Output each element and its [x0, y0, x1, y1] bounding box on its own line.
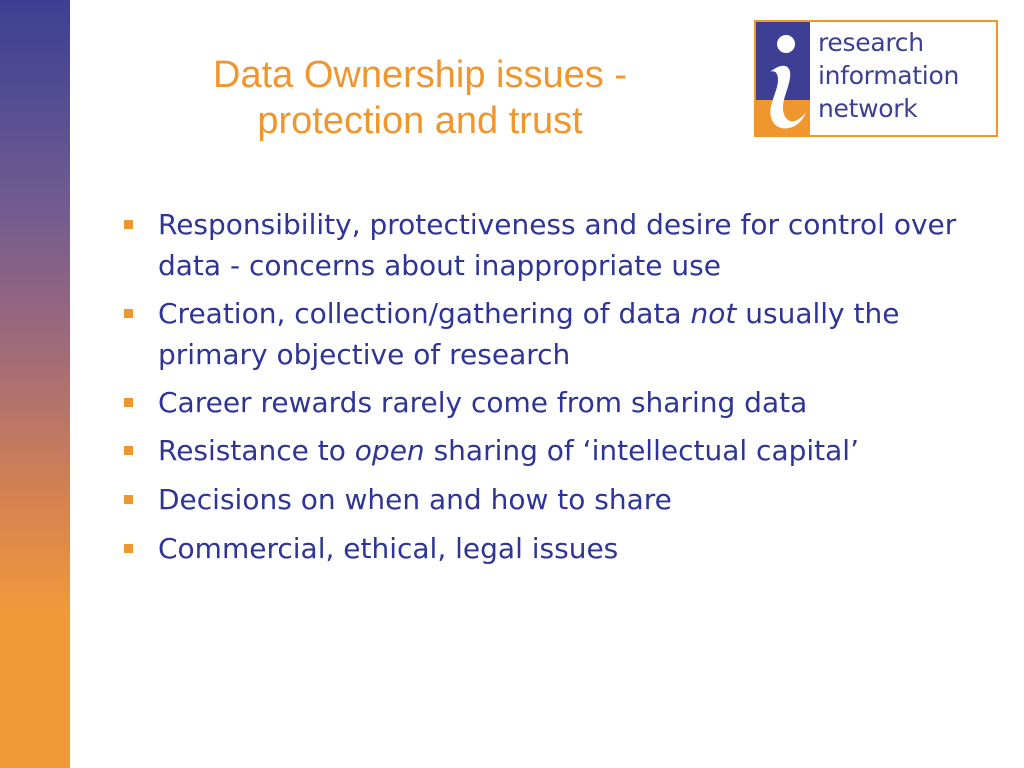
research-information-network-logo — [754, 20, 998, 137]
square-bullet-icon — [124, 220, 133, 229]
logo-wordmark — [818, 26, 998, 125]
bullet-text: Career rewards rarely come from sharing data — [158, 386, 808, 419]
stylized-i-icon — [756, 22, 810, 135]
bullet-item — [120, 528, 990, 569]
square-bullet-icon — [124, 495, 133, 504]
bullet-item — [120, 479, 990, 520]
bullet-text: Decisions on when and how to share — [158, 483, 672, 516]
square-bullet-icon — [124, 309, 133, 318]
slide-title — [140, 52, 700, 144]
bullet-text-start: Resistance to — [158, 434, 355, 467]
bullet-item — [120, 430, 990, 471]
slide-title-line-1: Data Ownership issues - — [213, 54, 627, 96]
logo-word-network: network — [818, 94, 918, 123]
square-bullet-icon — [124, 398, 133, 407]
slide-title-line-2: protection and trust — [257, 100, 583, 142]
bullet-text-end: usually the primary objective of research — [158, 297, 900, 371]
bullet-text-end: sharing of ‘intellectual capital’ — [424, 434, 859, 467]
bullet-item — [120, 382, 990, 423]
bullet-text: Commercial, ethical, legal issues — [158, 532, 619, 565]
bullet-emphasis: not — [690, 297, 737, 330]
bullet-text: Responsibility, protectiveness and desire for control over data - concerns about inappropriate use — [158, 208, 957, 282]
bullet-item — [120, 204, 990, 286]
gradient-sidebar — [0, 0, 70, 768]
square-bullet-icon — [124, 446, 133, 455]
logo-word-research: research — [818, 28, 924, 57]
logo-word-information: information — [818, 61, 959, 90]
square-bullet-icon — [124, 544, 133, 553]
bullet-text-start: Creation, collection/gathering of data — [158, 297, 691, 330]
bullet-emphasis: open — [354, 434, 425, 467]
bullet-item — [120, 293, 990, 375]
bullet-list — [120, 204, 990, 576]
